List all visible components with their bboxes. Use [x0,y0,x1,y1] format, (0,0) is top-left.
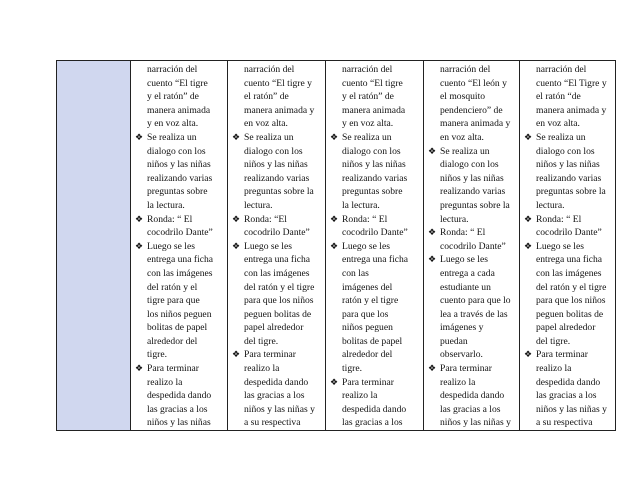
bullet-item [232,131,321,213]
cell-text: narración del cuento “El tigre y el ratón” de manera animada y en voz alta. [342,64,406,130]
bullet-item [135,362,223,430]
diamond-bullet-icon: ❖ [330,376,339,387]
continuation-text [135,63,223,131]
bullet-item [330,131,419,213]
cell-text: Para terminar realizo la despedida dando las gracias a los niños y las niñas y a su respectiva [536,349,607,429]
diamond-bullet-icon: ❖ [135,131,144,142]
cell-text: Se realiza un dialogo con los niños y las niñas realizando varias preguntas sobre la lectura. [244,131,314,211]
bullet-item [135,213,223,240]
cell-text: Luego se les entrega una ficha con las imágenes del ratón y el tigre para que los niños peguen bolitas de papel alrededor del tigre. [244,240,315,347]
diamond-bullet-icon: ❖ [330,131,339,142]
cell-text: Se realiza un dialogo con los niños y las niñas realizando varias preguntas sobre la lectura. [536,131,606,211]
bullet-item [135,240,223,362]
diamond-bullet-icon: ❖ [428,254,437,265]
column-cell [228,61,326,431]
diamond-bullet-icon: ❖ [428,227,437,238]
diamond-bullet-icon: ❖ [232,131,241,142]
diamond-bullet-icon: ❖ [135,213,144,224]
bullet-item [232,240,321,349]
bullet-item [330,376,419,430]
diamond-bullet-icon: ❖ [232,240,241,251]
column-cell [131,61,228,431]
diamond-bullet-icon: ❖ [330,240,339,251]
cell-text: narración del cuento “El tigre y el ratón” de manera animada y en voz alta. [147,64,211,130]
bullet-item [330,240,419,376]
bullet-item [524,213,611,240]
diamond-bullet-icon: ❖ [232,213,241,224]
side-shaded-cell [57,61,131,431]
cell-text: Luego se les entrega una ficha con las imágenes del ratón y el tigre para que los niños peguen bolitas de papel alrededor del tigre. [536,240,607,347]
bullet-item [524,240,611,349]
cell-text: Luego se les entrega una ficha con las imágenes del ratón y el tigre para que los niños peguen bolitas de papel alrededor del tigre. [147,240,214,361]
activities-table [56,60,616,431]
cell-text: Se realiza un dialogo con los niños y las niñas realizando varias preguntas sobre la lectura. [440,145,510,225]
diamond-bullet-icon: ❖ [232,349,241,360]
cell-text: narración del cuento “El tigre y el ratón” de manera animada y en voz alta. [244,64,315,130]
bullet-item [135,131,223,213]
column-cell [424,61,520,431]
cell-text: Se realiza un dialogo con los niños y las niñas realizando varias preguntas sobre la lectura. [342,131,408,211]
bullet-item [232,348,321,430]
cell-text: Ronda: “El cocodrilo Dante” [244,213,310,239]
bullet-item [428,253,515,362]
diamond-bullet-icon: ❖ [524,349,533,360]
cell-text: narración del cuento “El Tigre y el ratón “de manera animada y en voz alta. [536,64,607,130]
bullet-item [428,362,515,430]
continuation-text [330,63,419,131]
cell-text: Para terminar realizo la despedida dando las gracias a los niños y las niñas y a su respectiva [244,349,315,429]
cell-text: narración del cuento “El león y el mosquito pendenciero” de manera animada y en voz alta. [440,64,511,143]
cell-text: Ronda: “ El cocodrilo Dante” [440,227,506,252]
cell-text: Ronda: “ El cocodrilo Dante” [536,213,602,239]
diamond-bullet-icon: ❖ [135,363,144,374]
bullet-item [524,348,611,430]
bullet-item [428,226,515,253]
continuation-text [232,63,321,131]
cell-text: Ronda: “ El cocodrilo Dante” [147,213,213,239]
column-cell [520,61,616,431]
cell-text: Para terminar realizo la despedida dando las gracias a los niños y las niñas [147,363,212,429]
bullet-item [524,131,611,213]
cell-text: Se realiza un dialogo con los niños y las niñas realizando varias preguntas sobre la lectura. [147,131,213,211]
bullet-item [232,213,321,240]
diamond-bullet-icon: ❖ [428,363,437,374]
cell-text: Ronda: “ El cocodrilo Dante” [342,213,408,239]
diamond-bullet-icon: ❖ [330,213,339,224]
diamond-bullet-icon: ❖ [135,240,144,251]
cell-text: Para terminar realizo la despedida dando las gracias a los [342,376,407,429]
cell-text: Luego se les entrega una ficha con las imágenes del ratón y el tigre para que los niños peguen bolitas de papel alrededor del tigre. [342,240,409,375]
bullet-item [428,145,515,227]
bullet-item [330,213,419,240]
table-row [57,61,616,431]
diamond-bullet-icon: ❖ [524,240,533,251]
diamond-bullet-icon: ❖ [428,145,437,156]
cell-text: Para terminar realizo la despedida dando las gracias a los niños y las niñas y [440,363,511,429]
diamond-bullet-icon: ❖ [524,213,533,224]
continuation-text [428,63,515,145]
column-cell [326,61,424,431]
continuation-text [524,63,611,131]
cell-text: Luego se les entrega a cada estudiante un cuento para que lo lea a través de las imágenes y puedan observarlo. [440,254,511,361]
diamond-bullet-icon: ❖ [524,131,533,142]
